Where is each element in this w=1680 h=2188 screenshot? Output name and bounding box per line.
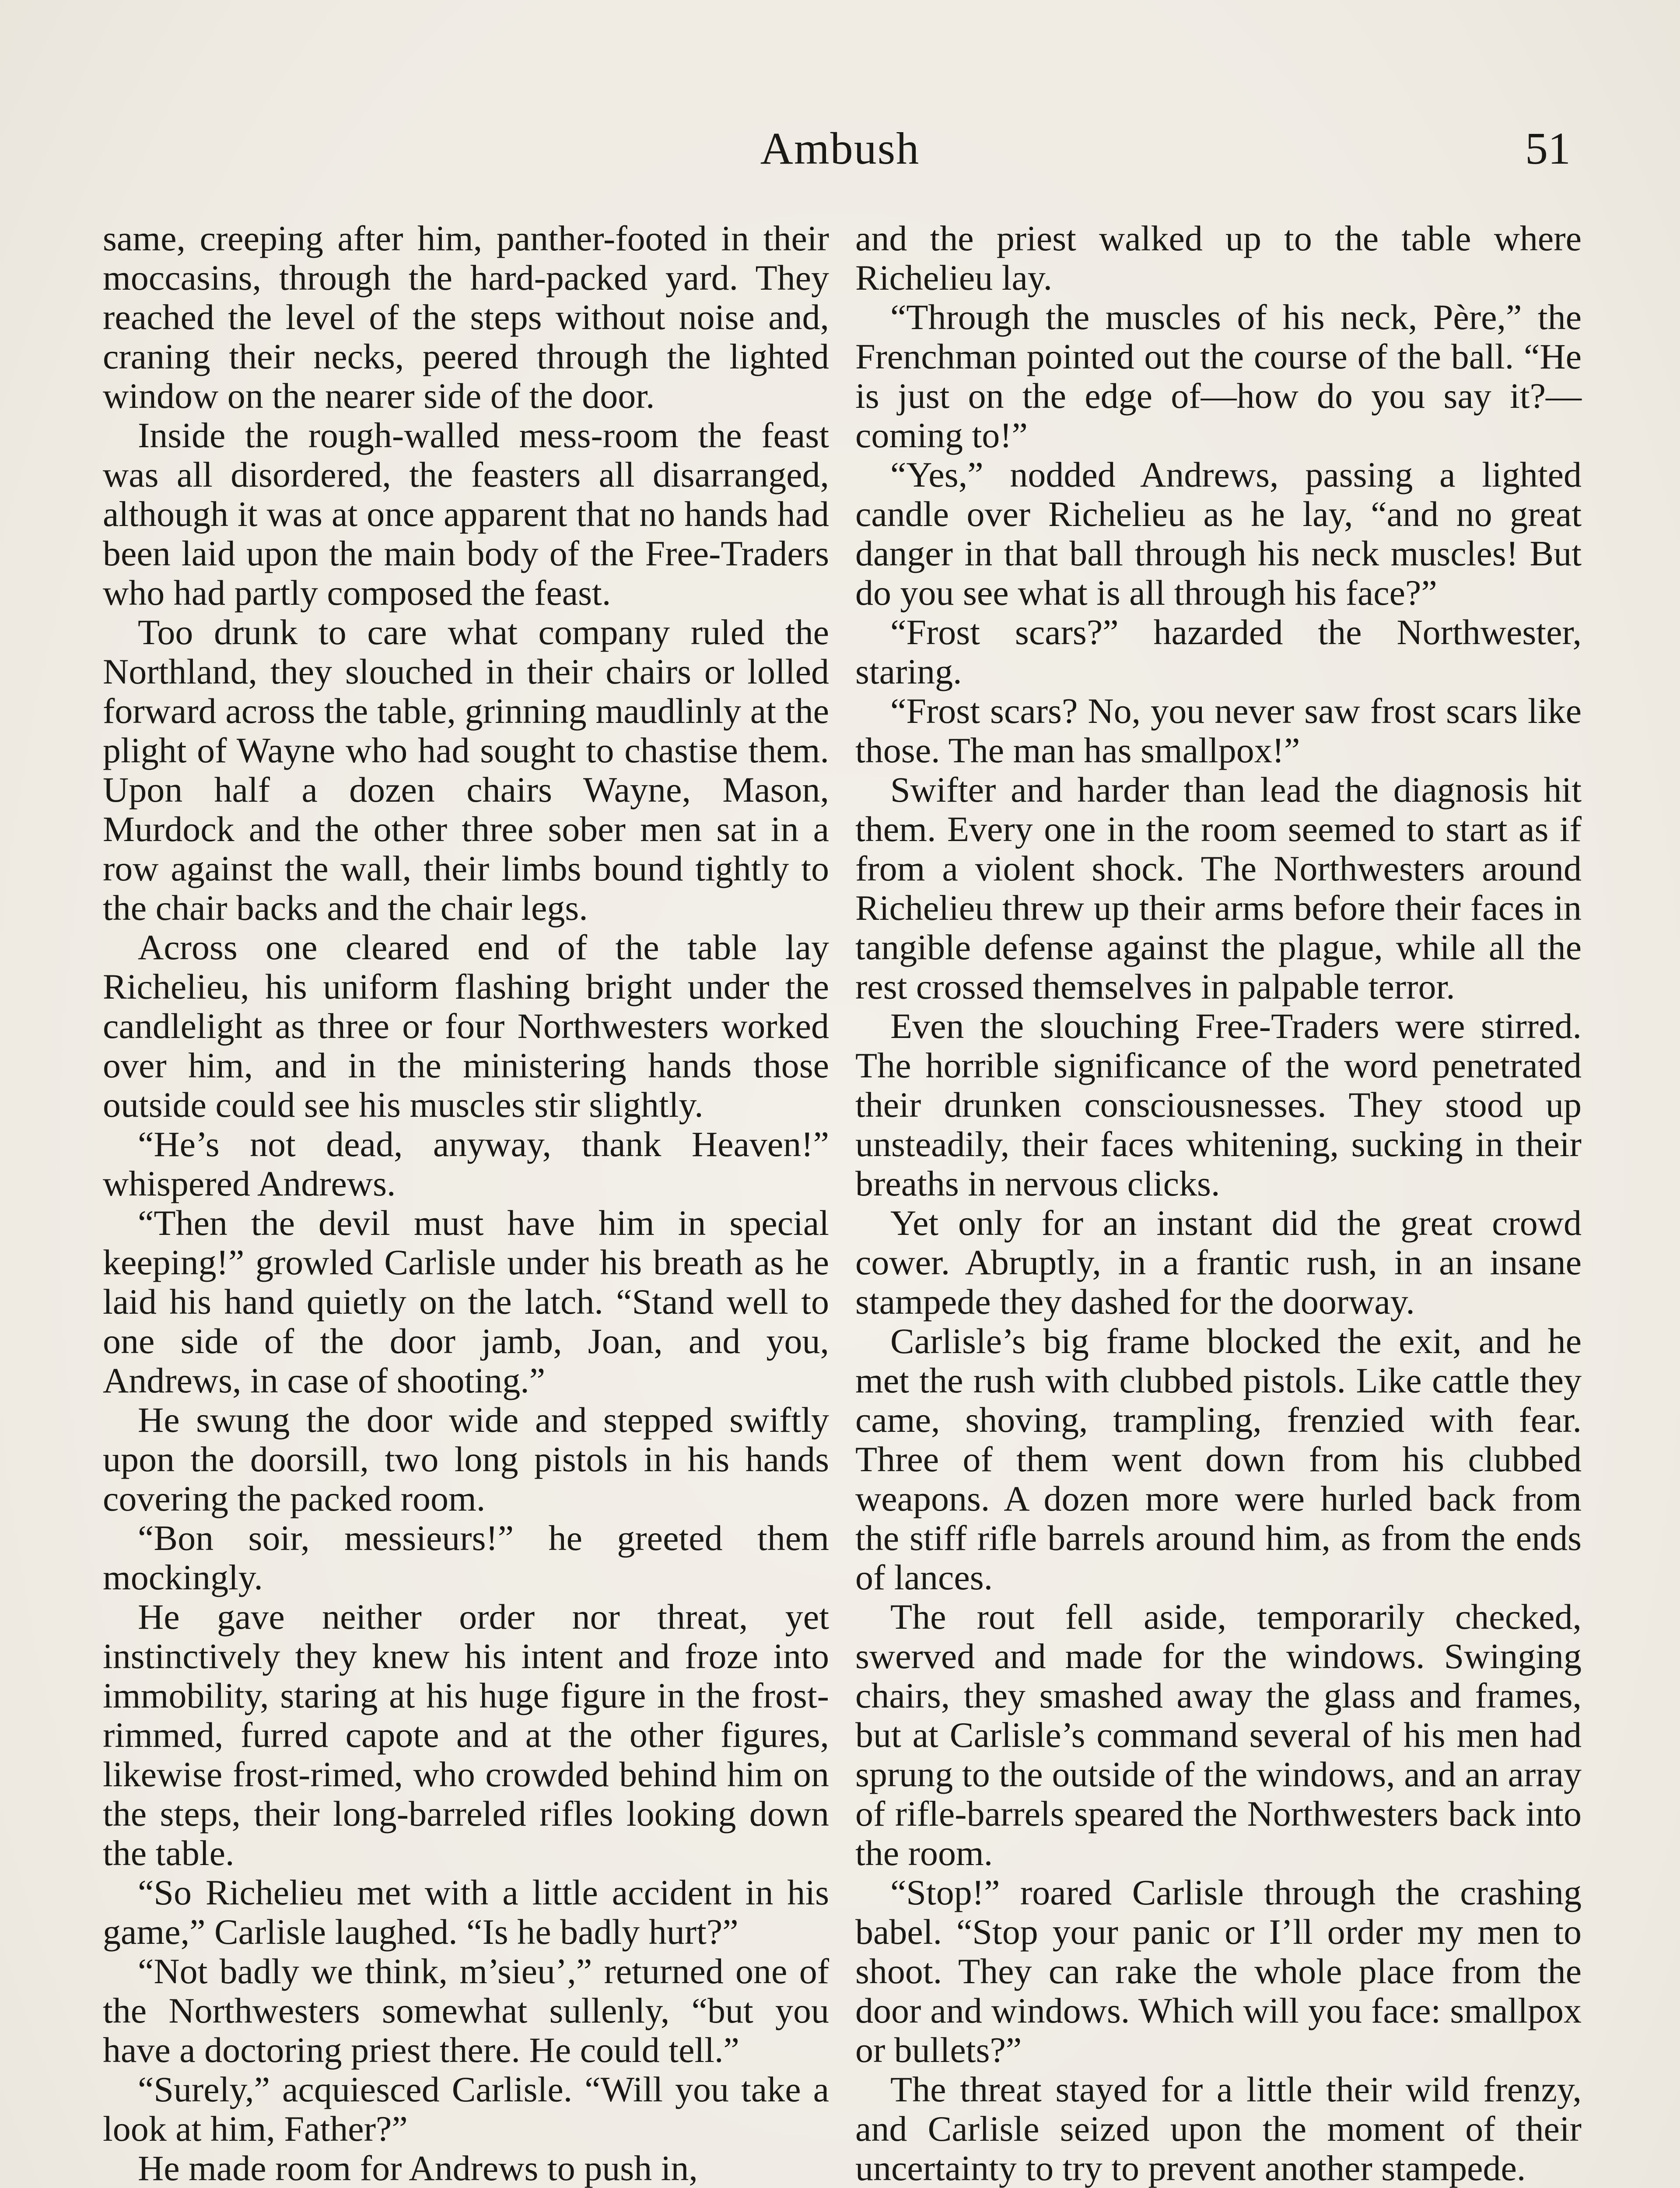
paragraph: Yet only for an instant did the great crowd cower. Abruptly, in a frantic rush, in an insane stampede they dashed for the doorway. bbox=[855, 1203, 1582, 1322]
paragraph: “Surely,” acquiesced Carlisle. “Will you take a look at him, Father?” bbox=[103, 2069, 829, 2149]
paragraph: Across one cleared end of the table lay Richelieu, his uniform flashing bright under the candlelight as three or four Northwesters worked over him, and in the ministering hands those outside could see his muscles stir slightly. bbox=[103, 927, 829, 1125]
paragraph: “So Richelieu met with a little accident in his game,” Carlisle laughed. “Is he badly hurt?” bbox=[103, 1872, 829, 1952]
paragraph: Swifter and harder than lead the diagnosis hit them. Every one in the room seemed to start as if from a violent shock. The Northwesters around Richelieu threw up their arms before their faces in tangible defense against the plague, while all the rest crossed themselves in palpable terror. bbox=[855, 770, 1582, 1006]
running-head bbox=[0, 116, 1680, 182]
paragraph: Carlisle’s big frame blocked the exit, and he met the rush with clubbed pistols. Like cattle they came, shoving, trampling, frenzied with fear. Three of them went down from his clubbed weapons. A dozen more were hurled back from the stiff rifle barrels around him, as from the ends of lances. bbox=[855, 1321, 1582, 1597]
page-number: 51 bbox=[1525, 123, 1571, 174]
paragraph: He swung the door wide and stepped swiftly upon the doorsill, two long pistols in his hands covering the packed room. bbox=[103, 1400, 829, 1518]
paragraph: Even the slouching Free-Traders were stirred. The horrible significance of the word penetrated their drunken consciousnesses. They stood up unsteadily, their faces whitening, sucking in their breaths in nervous clicks. bbox=[855, 1006, 1582, 1203]
paragraph: “Through the muscles of his neck, Père,” the Frenchman pointed out the course of the ball. “He is just on the edge of—how do you say it?—coming to!” bbox=[855, 297, 1582, 455]
paragraph: “Frost scars?” hazarded the Northwester, staring. bbox=[855, 612, 1582, 691]
paragraph: Too drunk to care what company ruled the Northland, they slouched in their chairs or lolled forward across the table, grinning maudlinly at the plight of Wayne who had sought to chastise them. Upon half a dozen chairs Wayne, Mason, Murdock and the other three sober men sat in a row against the wall, their limbs bound tightly to the chair backs and the chair legs. bbox=[103, 612, 829, 928]
paragraph: He made room for Andrews to push in, bbox=[138, 2148, 698, 2188]
paragraph: “Not badly we think, m’sieu’,” returned one of the Northwesters somewhat sullenly, “but you have a doctoring priest there. He could tell.” bbox=[103, 1951, 829, 2070]
paragraph: “Yes,” nodded Andrews, passing a lighted candle over Richelieu as he lay, “and no great danger in that ball through his neck muscles! But do you see what is all through his face?” bbox=[855, 455, 1582, 613]
paragraph: The rout fell aside, temporarily checked, swerved and made for the windows. Swinging chairs, they smashed away the glass and frames, but at Carlisle’s command several of his men had sprung to the outside of the windows, and an array of rifle-barrels speared the Northwesters back into the room. bbox=[855, 1597, 1582, 1873]
paragraph: “Frost scars? No, you never saw frost scars like those. The man has smallpox!” bbox=[855, 691, 1582, 770]
right-text-column bbox=[855, 219, 1582, 2188]
paragraph: “Bon soir, messieurs!” he greeted them mockingly. bbox=[103, 1518, 829, 1597]
left-text-column bbox=[103, 219, 829, 2188]
paragraph: and the priest walked up to the table where Richelieu lay. bbox=[855, 218, 1582, 298]
paragraph: “Then the devil must have him in special keeping!” growled Carlisle under his breath as he laid his hand quietly on the latch. “Stand well to one side of the door jamb, Joan, and you, Andrews, in case of shooting.” bbox=[103, 1203, 829, 1400]
paragraph: same, creeping after him, panther-footed in their moccasins, through the hard-packed yard. They reached the level of the steps without noise and, craning their necks, peered through the lighted window on the nearer side of the door. bbox=[103, 218, 829, 416]
paragraph: “He’s not dead, anyway, thank Heaven!” whispered Andrews. bbox=[103, 1124, 829, 1203]
paragraph: “Stop!” roared Carlisle through the crashing babel. “Stop your panic or I’ll order my men to shoot. They can rake the whole place from the door and windows. Which will you face: smallpox or bullets?” bbox=[855, 1872, 1582, 2070]
paragraph: Inside the rough-walled mess-room the feast was all disordered, the feasters all disarranged, although it was at once apparent that no hands had been laid upon the main body of the Free-Traders who had partly composed the feast. bbox=[103, 415, 829, 613]
paragraph: He gave neither order nor threat, yet instinctively they knew his intent and froze into immobility, staring at his huge figure in the frost-rimmed, furred capote and at the other figures, likewise frost-rimed, who crowded behind him on the steps, their long-barreled rifles looking down the table. bbox=[103, 1597, 829, 1873]
chapter-title: Ambush bbox=[760, 123, 920, 174]
paragraph: The threat stayed for a little their wild frenzy, and Carlisle seized upon the moment of their uncertainty to try to prevent another stampede. bbox=[855, 2069, 1582, 2188]
